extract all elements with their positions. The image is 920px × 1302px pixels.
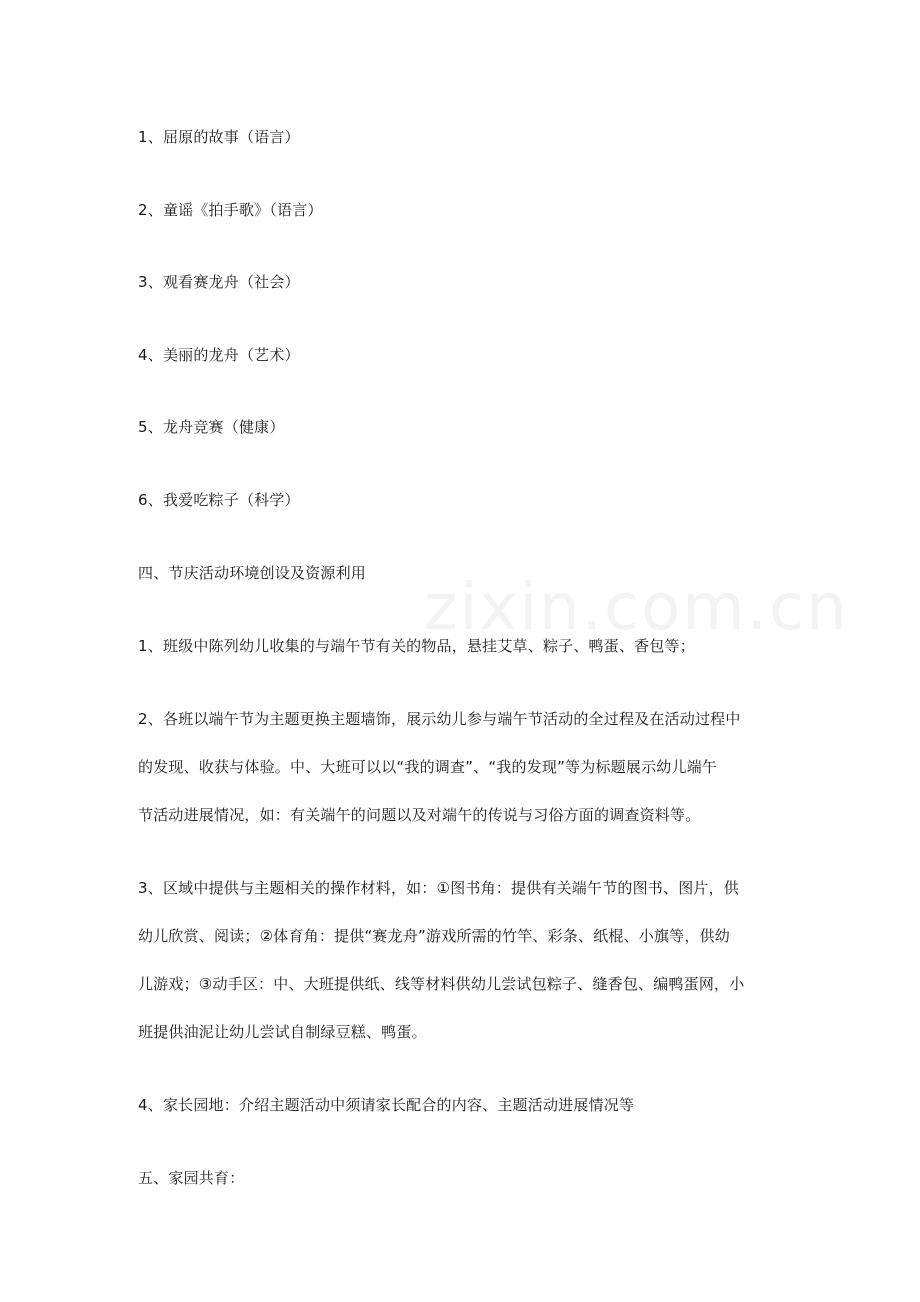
section-4-item-2-line-1: 2、各班以端午节为主题更换主题墙饰，展示幼儿参与端午节活动的全过程及在活动过程中 [138,710,741,728]
section-4-item-4: 4、家长园地：介绍主题活动中须请家长配合的内容、主题活动进展情况等 [138,1096,635,1114]
activity-item-2: 2、童谣《拍手歌》（语言） [138,201,323,219]
section-4-item-3-line-2: 幼儿欣赏、阅读；②体育角：提供“赛龙舟”游戏所需的竹竿、彩条、纸棍、小旗等，供幼 [138,927,730,945]
activity-item-6: 6、我爱吃粽子（科学） [138,491,300,509]
section-4-item-2-line-2: 的发现、收获与体验。中、大班可以以“我的调查”、“我的发现”等为标题展示幼儿端午 [138,758,718,776]
activity-item-1: 1、屈原的故事（语言） [138,128,300,146]
activity-item-3: 3、观看赛龙舟（社会） [138,273,300,291]
section-4-item-2-line-3: 节活动进展情况，如：有关端午的问题以及对端午的传说与习俗方面的调查资料等。 [138,806,701,824]
activity-item-5: 5、龙舟竞赛（健康） [138,418,285,436]
activity-item-4: 4、美丽的龙舟（艺术） [138,346,300,364]
section-4-item-3-line-1: 3、区域中提供与主题相关的操作材料，如：①图书角：提供有关端午节的图书、图片，供 [138,879,739,897]
section-4-item-3-line-3: 儿游戏；③动手区：中、大班提供纸、线等材料供幼儿尝试包粽子、缝香包、编鸭蛋网，小 [138,975,745,993]
watermark: zixin.com.cn [424,571,849,645]
section-5-heading: 五、家园共育： [138,1169,245,1187]
section-4-item-1: 1、班级中陈列幼儿收集的与端午节有关的物品，悬挂艾草、粽子、鸭蛋、香包等； [138,637,695,655]
section-4-heading: 四、节庆活动环境创设及资源利用 [138,564,367,582]
section-4-item-3-line-4: 班提供油泥让幼儿尝试自制绿豆糕、鸭蛋。 [138,1023,427,1041]
